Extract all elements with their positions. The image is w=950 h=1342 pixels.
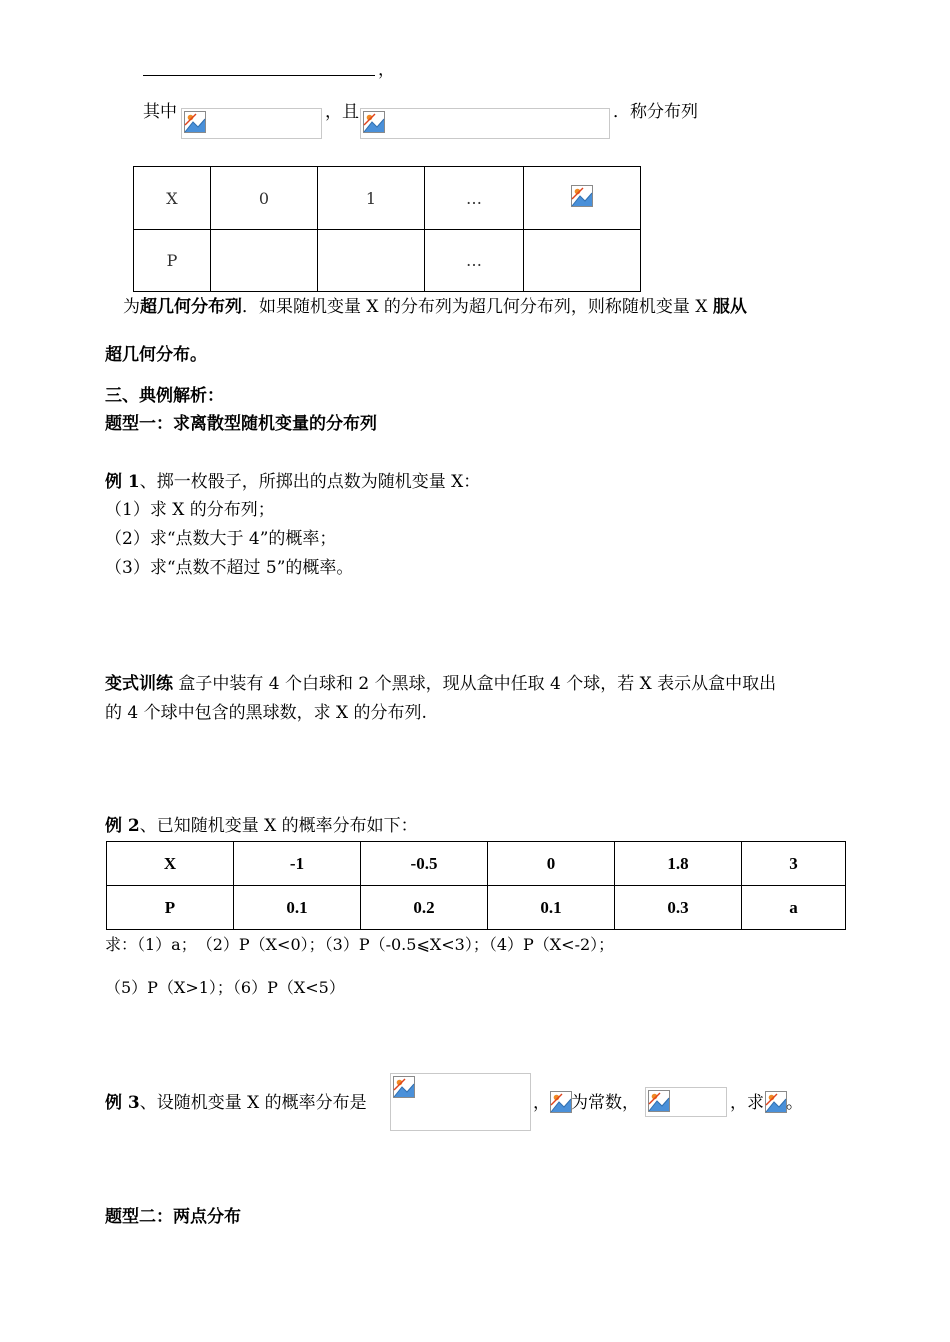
formula-image-5: [645, 1087, 727, 1117]
formula-image-1: [181, 108, 322, 139]
comma: ，: [378, 60, 395, 80]
example-3-comma: ，: [533, 1093, 550, 1113]
example-text: 、设随机变量 X 的概率分布是: [139, 1093, 367, 1113]
broken-image-icon: [571, 185, 593, 207]
image-placeholder: [645, 1087, 727, 1117]
example-1-q3: （3）求“点数不超过 5”的概率。: [105, 558, 354, 578]
example-label: 例 1: [105, 472, 140, 492]
text: ．如果随机变量 X 的分布列为超几何分布列，则称随机变量 X: [242, 297, 713, 317]
example-2: [105, 816, 418, 836]
formula-image-6: [765, 1091, 785, 1115]
question-type-2: 题型二：两点分布: [105, 1207, 241, 1227]
table-cell: 3: [742, 842, 846, 886]
example-2-questions-2: （5）P（X>1）；（6）P（X<5）: [105, 978, 345, 997]
table-cell: …: [425, 230, 524, 292]
table-cell: a: [742, 886, 846, 930]
table-cell: 0.1: [234, 886, 361, 930]
formula-image-3: [390, 1073, 531, 1131]
broken-image-icon: [184, 111, 206, 133]
table-cell: [318, 230, 425, 292]
example-text: 、已知随机变量 X 的概率分布如下：: [139, 816, 418, 836]
image-placeholder: [765, 1091, 785, 1115]
example-3-constant: 为常数，: [571, 1093, 639, 1113]
table-cell: -1: [234, 842, 361, 886]
section-heading: 三、典例解析：: [105, 386, 224, 406]
example-1-q2: （2）求“点数大于 4”的概率；: [105, 529, 337, 549]
image-placeholder: [550, 1091, 570, 1115]
table-row: [134, 167, 641, 230]
broken-image-icon: [648, 1090, 670, 1112]
table-cell: X: [134, 167, 211, 230]
broken-image-icon: [393, 1076, 415, 1098]
text: 为: [123, 297, 140, 317]
table-cell: 0.3: [615, 886, 742, 930]
table-row: [134, 230, 641, 292]
table-row: [107, 842, 846, 886]
table-cell: P: [107, 886, 234, 930]
table-cell: 1.8: [615, 842, 742, 886]
term-obey: 服从: [712, 297, 747, 317]
answer-blank-line: [143, 75, 375, 76]
example-2-questions-1: 求：（1）a； （2）P（X<0）；（3）P（-0.5⩽X<3）；（4）P（X<-2）；: [105, 935, 615, 954]
broken-image-icon: [765, 1091, 787, 1113]
table-cell-image: [524, 167, 641, 230]
example-3-ask: ，求: [730, 1093, 764, 1113]
table-cell: P: [134, 230, 211, 292]
table-cell: 1: [318, 167, 425, 230]
variant-text: 盒子中装有 4 个白球和 2 个黑球，现从盒中任取 4 个球，若 X 表示从盒中取出: [173, 674, 777, 694]
distribution-table-general: [133, 166, 641, 292]
example-label: 例 3: [105, 1093, 140, 1113]
table-cell: [211, 230, 318, 292]
distribution-table-example-2: [106, 841, 846, 930]
table-cell: [524, 230, 641, 292]
example-3-end: 。: [786, 1093, 803, 1113]
example-label: 例 2: [105, 816, 140, 836]
image-placeholder: [390, 1073, 531, 1131]
table-cell: 0.2: [361, 886, 488, 930]
intro-line-mid: ，且: [325, 102, 359, 122]
table-cell: -0.5: [361, 842, 488, 886]
table-cell: 0: [211, 167, 318, 230]
variant-line-2: 的 4 个球中包含的黑球数，求 X 的分布列.: [105, 703, 427, 723]
example-1: [105, 472, 480, 492]
term-hypergeometric-list: 超几何分布列: [140, 297, 242, 317]
table-row: [107, 886, 846, 930]
image-placeholder: [360, 108, 610, 139]
table-cell: X: [107, 842, 234, 886]
example-text: 、掷一枚骰子，所掷出的点数为随机变量 X：: [139, 472, 481, 492]
table-cell: 0.1: [488, 886, 615, 930]
image-placeholder: [181, 108, 322, 139]
definition-line-1: [123, 297, 747, 317]
table-cell: …: [425, 167, 524, 230]
formula-image-2: [360, 108, 610, 139]
definition-line-2: 超几何分布。: [105, 345, 207, 365]
broken-image-icon: [363, 111, 385, 133]
formula-image-4: [550, 1091, 570, 1115]
variant-line-1: [105, 674, 776, 694]
intro-line-suffix: ．称分布列: [613, 102, 698, 122]
broken-image-icon: [550, 1091, 572, 1113]
question-type-1: 题型一：求离散型随机变量的分布列: [105, 414, 377, 434]
variant-label: 变式训练: [105, 674, 173, 694]
example-1-q1: （1）求 X 的分布列；: [105, 500, 275, 520]
table-cell: 0: [488, 842, 615, 886]
intro-line-prefix: 其中: [143, 102, 177, 122]
example-3-label-text: [105, 1093, 367, 1113]
